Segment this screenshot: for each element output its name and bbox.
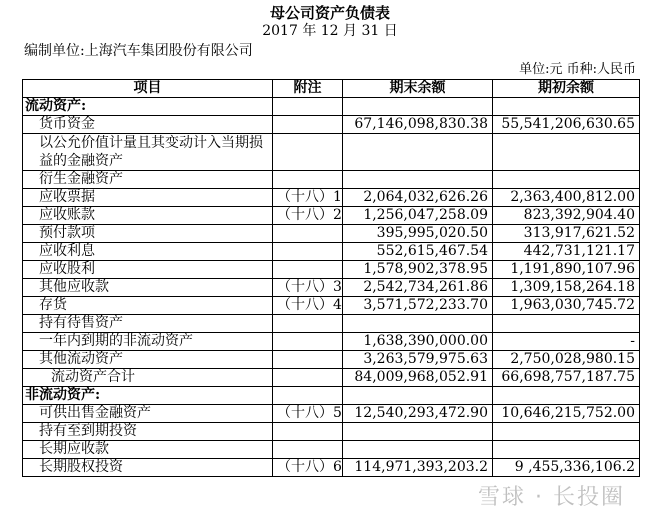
row-item-label: 流动资产合计 bbox=[23, 369, 273, 387]
column-header-closing-balance: 期末余额 bbox=[343, 80, 493, 98]
row-closing-balance bbox=[343, 134, 493, 171]
row-item-label: 应收利息 bbox=[23, 243, 273, 261]
row-note: （十八）4 bbox=[273, 297, 343, 315]
row-closing-balance: 114,971,393,203.2 bbox=[343, 459, 493, 477]
watermark-text: 雪球 · 长投圈 bbox=[478, 485, 625, 510]
row-closing-balance: 3,263,579,975.63 bbox=[343, 351, 493, 369]
row-opening-balance bbox=[493, 98, 640, 116]
table-header-row bbox=[23, 80, 640, 98]
row-closing-balance: 1,256,047,258.09 bbox=[343, 207, 493, 225]
row-item-label: 其他应收款 bbox=[23, 279, 273, 297]
row-closing-balance: 395,995,020.50 bbox=[343, 225, 493, 243]
row-note bbox=[273, 369, 343, 387]
row-item-label: 应收票据 bbox=[23, 189, 273, 207]
row-note: （十八）6 bbox=[273, 459, 343, 477]
statement-title: 母公司资产负债表 bbox=[269, 4, 390, 22]
row-opening-balance bbox=[493, 423, 640, 441]
table-row bbox=[23, 116, 640, 134]
row-closing-balance: 1,578,902,378.95 bbox=[343, 261, 493, 279]
table-row bbox=[23, 459, 640, 477]
row-note: （十八）1 bbox=[273, 189, 343, 207]
row-note bbox=[273, 225, 343, 243]
table-row bbox=[23, 207, 640, 225]
balance-sheet-table bbox=[22, 79, 640, 477]
row-closing-balance: 2,542,734,261.86 bbox=[343, 279, 493, 297]
column-header-opening-balance: 期初余额 bbox=[493, 80, 640, 98]
row-closing-balance: 1,638,390,000.00 bbox=[343, 333, 493, 351]
row-note bbox=[273, 171, 343, 189]
table-row bbox=[23, 333, 640, 351]
row-opening-balance: 10,646,215,752.00 bbox=[493, 405, 640, 423]
row-closing-balance bbox=[343, 423, 493, 441]
table-row bbox=[23, 98, 640, 116]
row-note bbox=[273, 441, 343, 459]
row-closing-balance: 3,571,572,233.70 bbox=[343, 297, 493, 315]
table-row bbox=[23, 405, 640, 423]
row-note bbox=[273, 243, 343, 261]
row-note bbox=[273, 116, 343, 134]
row-closing-balance: 67,146,098,830.38 bbox=[343, 116, 493, 134]
row-item-label: 其他流动资产 bbox=[23, 351, 273, 369]
row-opening-balance bbox=[493, 171, 640, 189]
row-note bbox=[273, 134, 343, 171]
row-item-label: 非流动资产: bbox=[23, 387, 273, 405]
row-item-label: 预付款项 bbox=[23, 225, 273, 243]
row-item-label: 持有至到期投资 bbox=[23, 423, 273, 441]
row-opening-balance: 66,698,757,187.75 bbox=[493, 369, 640, 387]
row-note bbox=[273, 315, 343, 333]
row-note bbox=[273, 351, 343, 369]
row-opening-balance bbox=[493, 134, 640, 171]
row-opening-balance: 442,731,121.17 bbox=[493, 243, 640, 261]
row-opening-balance: 1,191,890,107.96 bbox=[493, 261, 640, 279]
table-row bbox=[23, 369, 640, 387]
statement-date: 2017 年 12 月 31 日 bbox=[262, 23, 398, 39]
row-opening-balance: 313,917,621.52 bbox=[493, 225, 640, 243]
row-opening-balance bbox=[493, 441, 640, 459]
row-item-label: 流动资产: bbox=[23, 98, 273, 116]
table-row bbox=[23, 225, 640, 243]
row-item-label: 应收账款 bbox=[23, 207, 273, 225]
column-header-note: 附注 bbox=[273, 80, 343, 98]
row-note: （十八）5 bbox=[273, 405, 343, 423]
table-row bbox=[23, 189, 640, 207]
row-opening-balance: 1,963,030,745.72 bbox=[493, 297, 640, 315]
table-row bbox=[23, 441, 640, 459]
row-note: （十八）2 bbox=[273, 207, 343, 225]
table-row bbox=[23, 387, 640, 405]
table-row bbox=[23, 315, 640, 333]
row-opening-balance: 2,363,400,812.00 bbox=[493, 189, 640, 207]
row-opening-balance bbox=[493, 315, 640, 333]
row-opening-balance: - bbox=[493, 333, 640, 351]
row-item-label: 衍生金融资产 bbox=[23, 171, 273, 189]
row-item-label: 可供出售金融资产 bbox=[23, 405, 273, 423]
currency-unit: 单位:元 币种:人民币 bbox=[519, 62, 636, 77]
table-row bbox=[23, 279, 640, 297]
row-item-label: 一年内到期的非流动资产 bbox=[23, 333, 273, 351]
row-closing-balance: 84,009,968,052.91 bbox=[343, 369, 493, 387]
row-item-label: 持有待售资产 bbox=[23, 315, 273, 333]
row-opening-balance: 55,541,206,630.65 bbox=[493, 116, 640, 134]
table-row bbox=[23, 261, 640, 279]
row-opening-balance: 9 ,455,336,106.2 bbox=[493, 459, 640, 477]
row-note: （十八）3 bbox=[273, 279, 343, 297]
table-row bbox=[23, 351, 640, 369]
row-item-label: 长期股权投资 bbox=[23, 459, 273, 477]
row-closing-balance: 552,615,467.54 bbox=[343, 243, 493, 261]
row-closing-balance bbox=[343, 441, 493, 459]
row-closing-balance bbox=[343, 387, 493, 405]
column-header-item: 项目 bbox=[23, 80, 273, 98]
table-row bbox=[23, 171, 640, 189]
table-row bbox=[23, 423, 640, 441]
table-row bbox=[23, 297, 640, 315]
row-note bbox=[273, 333, 343, 351]
row-closing-balance bbox=[343, 315, 493, 333]
row-note bbox=[273, 261, 343, 279]
row-opening-balance bbox=[493, 387, 640, 405]
table-row bbox=[23, 134, 640, 171]
row-closing-balance: 2,064,032,626.26 bbox=[343, 189, 493, 207]
row-closing-balance bbox=[343, 98, 493, 116]
row-item-label: 存货 bbox=[23, 297, 273, 315]
row-opening-balance: 2,750,028,980.15 bbox=[493, 351, 640, 369]
row-note bbox=[273, 98, 343, 116]
row-note bbox=[273, 387, 343, 405]
row-closing-balance: 12,540,293,472.90 bbox=[343, 405, 493, 423]
row-note bbox=[273, 423, 343, 441]
row-item-label: 货币资金 bbox=[23, 116, 273, 134]
row-closing-balance bbox=[343, 171, 493, 189]
preparing-company: 编制单位:上海汽车集团股份有限公司 bbox=[24, 43, 253, 59]
table-row bbox=[23, 243, 640, 261]
row-opening-balance: 1,309,158,264.18 bbox=[493, 279, 640, 297]
row-item-label: 应收股利 bbox=[23, 261, 273, 279]
row-item-label: 以公允价值计量且其变动计入当期损益的金融资产 bbox=[23, 134, 273, 171]
row-item-label: 长期应收款 bbox=[23, 441, 273, 459]
row-opening-balance: 823,392,904.40 bbox=[493, 207, 640, 225]
